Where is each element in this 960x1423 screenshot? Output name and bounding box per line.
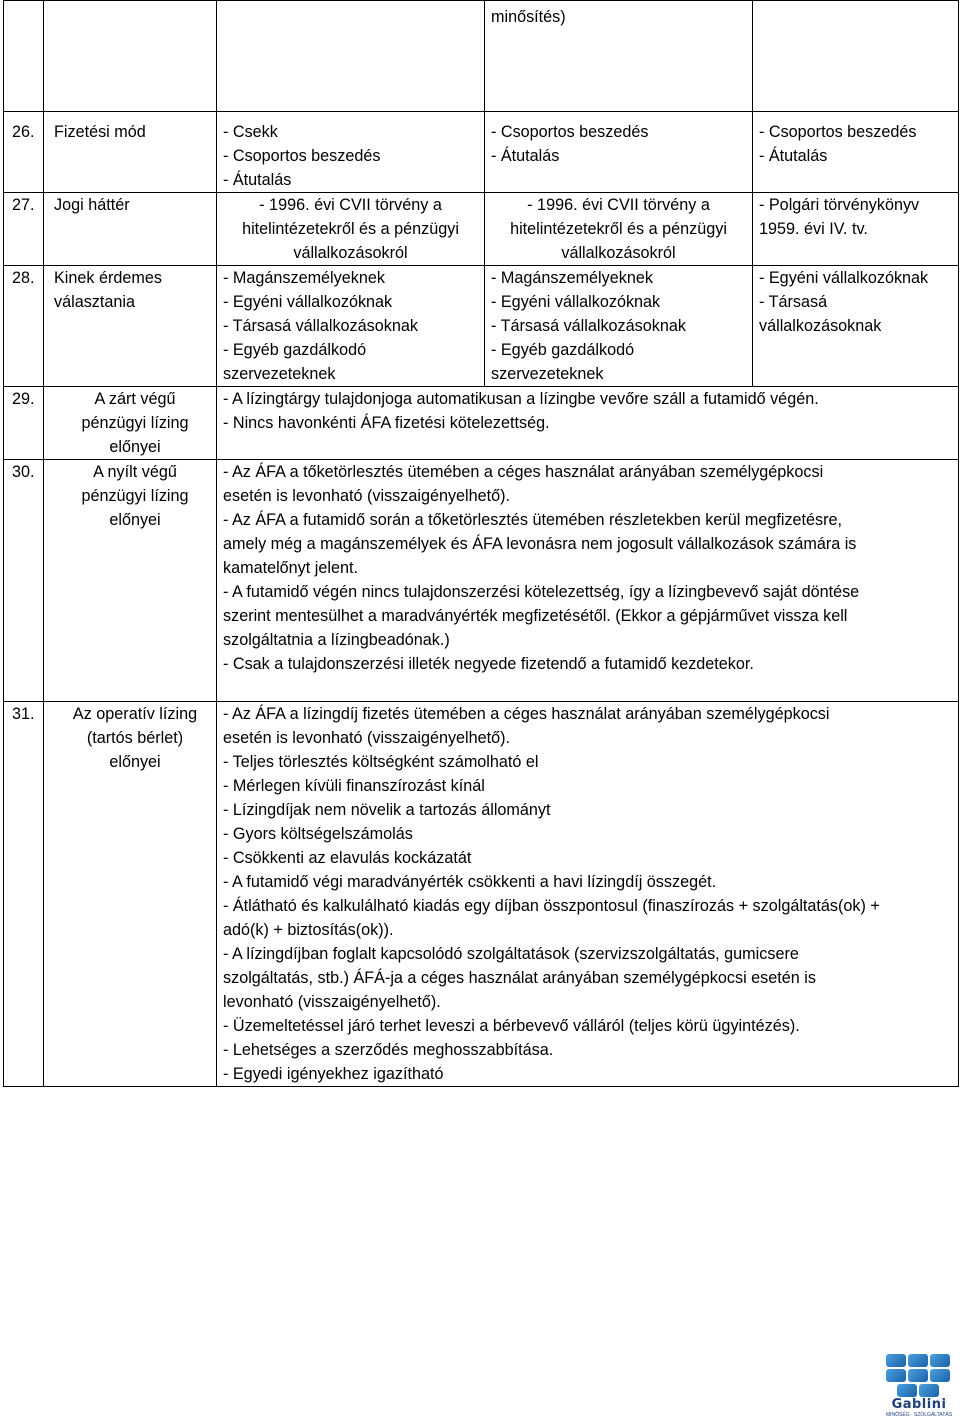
rating-suffix: minősítés) bbox=[491, 8, 566, 26]
text-line: - Gyors költségelszámolás bbox=[223, 825, 413, 843]
text-line: - Magánszemélyeknek bbox=[223, 269, 385, 287]
text-line: esetén is levonható (visszaigényelhető). bbox=[223, 729, 511, 747]
text-line: szolgáltatnia a lízingbeadónak.) bbox=[223, 631, 450, 649]
table-row bbox=[4, 387, 959, 460]
cell-num bbox=[4, 1, 44, 112]
text-line: - Polgári törvénykönyv bbox=[759, 196, 920, 214]
text-line: választania bbox=[54, 293, 135, 311]
row-title bbox=[44, 460, 217, 702]
text-line: - Mérlegen kívüli finanszírozást kínál bbox=[223, 777, 485, 795]
cell-col-a bbox=[217, 266, 485, 387]
cell-col-b bbox=[485, 112, 753, 193]
text-line: - Az ÁFA a futamidő során a tőketörlesztés ütemében részletekben kerül megfizetésre, bbox=[223, 511, 843, 529]
text-line: - Társasá bbox=[759, 293, 828, 311]
text-line: - Társasá vállalkozásoknak bbox=[491, 317, 686, 335]
text-line: (tartós bérlet) bbox=[86, 729, 184, 747]
text-line: - Lízingdíjak nem növelik a tartozás állományt bbox=[223, 801, 551, 819]
text-line: - Átutalás bbox=[223, 171, 292, 189]
text-line: - Teljes törlesztés költségként számolható el bbox=[223, 753, 539, 771]
text-line: szolgáltatás, stb.) ÁFÁ-ja a céges használat arányában személygépkocsi esetén is bbox=[223, 969, 816, 987]
text-line: - Csekk bbox=[223, 123, 278, 141]
cell-name bbox=[44, 1, 217, 112]
row-title bbox=[44, 266, 217, 387]
text-line: előnyei bbox=[109, 511, 161, 529]
cell-col-a bbox=[217, 112, 485, 193]
text-line: szerint mentesülhet a maradványérték megfizetésétől. (Ekkor a gépjárművet vissza kell bbox=[223, 607, 848, 625]
cell-col-c bbox=[753, 193, 959, 266]
cell-advantages bbox=[217, 460, 959, 702]
table-row bbox=[4, 266, 959, 387]
text-line: - A lízingdíjban foglalt kapcsolódó szolgáltatások (szervizszolgáltatás, gumicsere bbox=[223, 945, 799, 963]
text-line: levonható (visszaigényelhető). bbox=[223, 993, 441, 1011]
cell-col-c bbox=[753, 1, 959, 112]
leasing-comparison-table bbox=[3, 0, 959, 1087]
text-line: - Egyéni vállalkozóknak bbox=[491, 293, 661, 311]
cell-col-c bbox=[753, 266, 959, 387]
text-line: Az operatív lízing bbox=[72, 705, 198, 723]
text-line: - Az ÁFA a lízingdíj fizetés ütemében a céges használat arányában személygépkocsi bbox=[223, 705, 830, 723]
cell-col-b bbox=[485, 193, 753, 266]
text-line: - Magánszemélyeknek bbox=[491, 269, 653, 287]
row-number: 29. bbox=[4, 387, 44, 460]
text-line: - Társasá vállalkozásoknak bbox=[223, 317, 418, 335]
text-line: - Az ÁFA a tőketörlesztés ütemében a céges használat arányában személygépkocsi bbox=[223, 463, 824, 481]
row-title bbox=[44, 387, 217, 460]
cell-col-b bbox=[485, 1, 753, 112]
logo-tiles-icon bbox=[884, 1352, 954, 1398]
text-line: előnyei bbox=[109, 438, 161, 456]
table-row bbox=[4, 193, 959, 266]
text-line: 1959. évi IV. tv. bbox=[759, 220, 868, 238]
text-line: A zárt végű bbox=[94, 390, 176, 408]
cell-col-a bbox=[217, 1, 485, 112]
row-number: 26. bbox=[4, 112, 44, 193]
text-line: - Üzemeltetéssel járó terhet leveszi a bérbevevő válláról (teljes körü ügyintézés). bbox=[223, 1017, 800, 1035]
text-line: amely még a magánszemélyek és ÁFA levonásra nem jogosult vállalkozások számára is bbox=[223, 535, 857, 553]
row-title bbox=[44, 112, 217, 193]
text-line: hitelintézetekről és a pénzügyi bbox=[510, 220, 727, 238]
text-line: - A lízingtárgy tulajdonjoga automatikusan a lízingbe vevőre száll a futamidő végén. bbox=[223, 390, 819, 408]
text-line: pénzügyi lízing bbox=[81, 487, 189, 505]
text-line: - 1996. évi CVII törvény a bbox=[527, 196, 710, 214]
text-line: - 1996. évi CVII törvény a bbox=[259, 196, 442, 214]
text-line: vállalkozásokról bbox=[293, 244, 408, 262]
text-line: szervezeteknek bbox=[491, 365, 604, 383]
row-title bbox=[44, 193, 217, 266]
text-line: - Átutalás bbox=[759, 147, 828, 165]
text-line: - Csoportos beszedés bbox=[759, 123, 917, 141]
logo-wordmark: Gablini bbox=[891, 1397, 947, 1412]
text-line: - Egyéni vállalkozóknak bbox=[759, 269, 929, 287]
text-line: előnyei bbox=[109, 753, 161, 771]
text-line: - Egyéb gazdálkodó bbox=[491, 341, 635, 359]
table-row bbox=[4, 702, 959, 1087]
text-line: - Átutalás bbox=[491, 147, 560, 165]
cell-col-b bbox=[485, 266, 753, 387]
table-row bbox=[4, 112, 959, 193]
row-number: 31. bbox=[4, 702, 44, 1087]
text-line: adó(k) + biztosítás(ok)). bbox=[223, 921, 394, 939]
text-line: szervezeteknek bbox=[223, 365, 336, 383]
text-line: - Egyéb gazdálkodó bbox=[223, 341, 367, 359]
cell-col-c bbox=[753, 112, 959, 193]
text-line: esetén is levonható (visszaigényelhető). bbox=[223, 487, 511, 505]
text-line: pénzügyi lízing bbox=[81, 414, 189, 432]
text-line: Jogi háttér bbox=[54, 196, 130, 214]
text-line: - Egyéni vállalkozóknak bbox=[223, 293, 393, 311]
cell-advantages bbox=[217, 702, 959, 1087]
text-line: - A futamidő végi maradványérték csökkenti a havi lízingdíj összegét. bbox=[223, 873, 717, 891]
text-line: - Átlátható és kalkulálható kiadás egy díjban összpontosul (finaszírozás + szolgáltatás(ok) + bbox=[223, 897, 880, 915]
text-line: - Nincs havonkénti ÁFA fizetési kötelezettség. bbox=[223, 414, 550, 432]
row-number: 27. bbox=[4, 193, 44, 266]
table-row-top bbox=[4, 1, 959, 112]
text-line: - Egyedi igényekhez igazítható bbox=[223, 1065, 444, 1083]
text-line: vállalkozásoknak bbox=[759, 317, 882, 335]
text-line: A nyílt végű bbox=[93, 463, 177, 481]
text-line: Fizetési mód bbox=[54, 123, 146, 141]
row-title bbox=[44, 702, 217, 1087]
text-line: Kinek érdemes bbox=[54, 269, 162, 287]
text-line: - Csoportos beszedés bbox=[491, 123, 649, 141]
text-line: - Lehetséges a szerződés meghosszabbítása. bbox=[223, 1041, 554, 1059]
row-number: 28. bbox=[4, 266, 44, 387]
table-row bbox=[4, 460, 959, 702]
cell-col-a bbox=[217, 193, 485, 266]
text-line: - Csökkenti az elavulás kockázatát bbox=[223, 849, 472, 867]
text-line: vállalkozásokról bbox=[561, 244, 676, 262]
logo-tagline: MINŐSÉG · SZOLGÁLTATÁS bbox=[885, 1412, 953, 1418]
cell-advantages bbox=[217, 387, 959, 460]
text-line: - Csoportos beszedés bbox=[223, 147, 381, 165]
text-line: kamatelőnyt jelent. bbox=[223, 559, 358, 577]
text-line: - A futamidő végén nincs tulajdonszerzési kötelezettség, így a lízingbevevő saját döntése bbox=[223, 583, 860, 601]
row-number: 30. bbox=[4, 460, 44, 702]
gablini-logo bbox=[880, 1352, 958, 1420]
text-line: - Csak a tulajdonszerzési illeték negyede fizetendő a futamidő kezdetekor. bbox=[223, 655, 754, 673]
text-line: hitelintézetekről és a pénzügyi bbox=[242, 220, 459, 238]
